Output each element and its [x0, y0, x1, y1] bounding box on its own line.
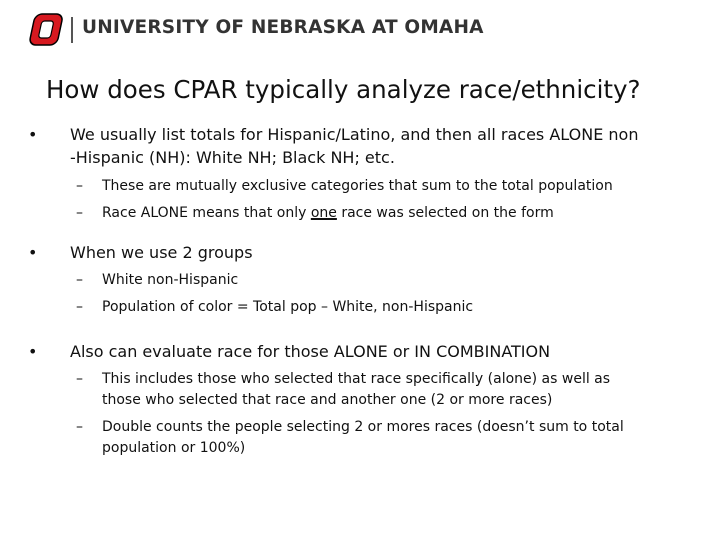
bullet-text-line: -Hispanic (NH): White NH; Black NH; etc. — [70, 148, 395, 167]
text-after-emphasis: race was selected on the form — [336, 205, 554, 221]
bullet-text-line: We usually list totals for Hispanic/Latino, and then all races ALONE non — [70, 125, 639, 144]
emphasized-word: one — [310, 205, 337, 221]
sub-bullet-marker: – — [76, 178, 83, 194]
sub-bullet-text-line: those who selected that race and another one (2 or more races) — [102, 392, 553, 408]
sub-bullet-marker: – — [76, 205, 83, 221]
slide-header — [0, 0, 720, 62]
header-divider — [71, 17, 73, 43]
text-before-emphasis: Race ALONE means that only — [102, 205, 311, 221]
bullet-marker: • — [28, 243, 38, 262]
sub-bullet-text-line: population or 100%) — [102, 440, 246, 456]
sub-bullet-text-line: White non-Hispanic — [102, 272, 239, 288]
sub-bullet-marker: – — [76, 272, 83, 288]
sub-bullet-text-line: Double counts the people selecting 2 or mores races (doesn’t sum to total — [102, 419, 624, 435]
sub-bullet-text-line: These are mutually exclusive categories that sum to the total population — [102, 178, 613, 194]
university-name: UNIVERSITY OF NEBRASKA AT OMAHA — [82, 17, 484, 38]
bullet-text-line: Also can evaluate race for those ALONE or IN COMBINATION — [70, 342, 551, 361]
uno-o-logo-icon — [27, 11, 65, 48]
slide-title: How does CPAR typically analyze race/ethnicity? — [46, 75, 641, 104]
sub-bullet-marker: – — [76, 371, 83, 387]
sub-bullet-marker: – — [76, 299, 83, 315]
sub-bullet-text-line: This includes those who selected that race specifically (alone) as well as — [102, 371, 611, 387]
bullet-marker: • — [28, 125, 38, 144]
sub-bullet-text-line — [102, 203, 554, 224]
sub-bullet-marker: – — [76, 419, 83, 435]
sub-bullet-text-line: Population of color = Total pop – White, non-Hispanic — [102, 299, 474, 315]
bullet-text-line: When we use 2 groups — [70, 243, 253, 262]
bullet-marker: • — [28, 342, 38, 361]
